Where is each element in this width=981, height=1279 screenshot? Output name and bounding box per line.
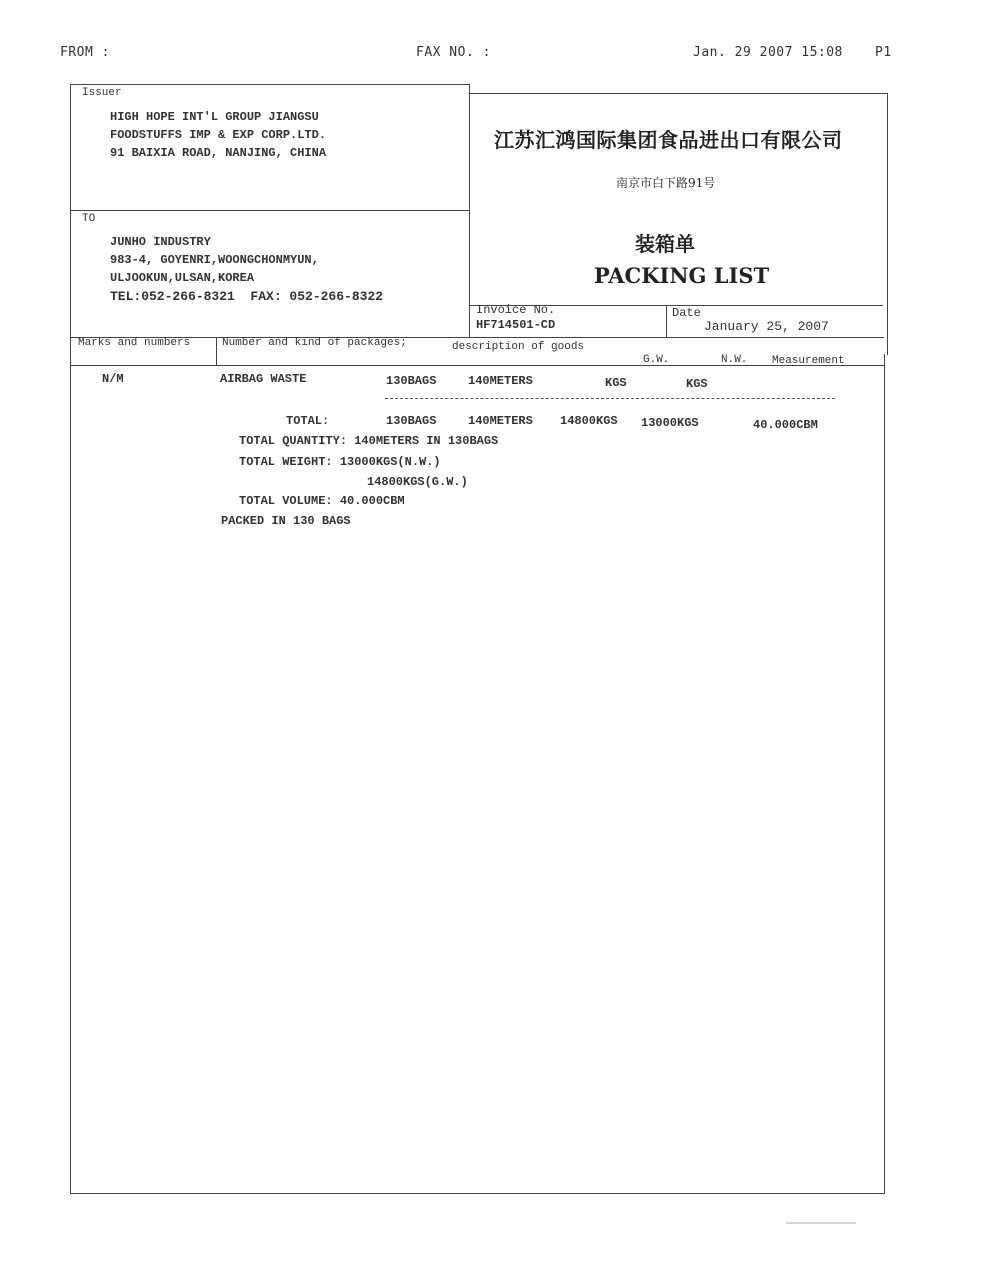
invoice-label: Invoice No. [476,303,556,317]
column-measurement: Measurement [772,355,845,367]
item-nw-unit: KGS [686,377,708,391]
item-marks: N/M [102,372,124,386]
column-packages: Number and kind of packages; [222,337,407,349]
company-name-cn: 江苏汇鸿国际集团食品进出口有限公司 [494,128,843,152]
doc-title-en: PACKING LIST [594,263,770,288]
separator-line [385,398,835,399]
total-nw: 13000KGS [641,416,699,430]
summary-weight: TOTAL WEIGHT: 13000KGS(N.W.) [239,455,441,469]
to-line-4: TEL:052-266-8321 FAX: 052-266-8322 [110,289,384,304]
total-bags: 130BAGS [386,414,437,428]
total-gw: 14800KGS [560,414,618,428]
fax-number: FAX NO. : [416,45,491,60]
doc-title-cn: 装箱单 [635,232,695,256]
issuer-line-3: 91 BAIXIA ROAD, NANJING, CHINA [110,146,327,160]
item-meters: 140METERS [468,374,533,388]
scan-smudge [786,1222,856,1224]
column-marks: Marks and numbers [78,337,191,349]
item-gw-unit: KGS [605,376,627,390]
item-description: AIRBAG WASTE [220,372,307,386]
total-label: TOTAL: [286,414,330,428]
date-label: Date [672,306,701,320]
column-gw: G.W. [643,354,670,366]
to-line-3: ULJOOKUN,ULSAN,KOREA [110,271,255,285]
to-label: TO [82,213,96,225]
to-line-1: JUNHO INDUSTRY [110,235,211,249]
invoice-number: HF714501-CD [476,318,556,332]
column-nw: N.W. [721,354,748,366]
issuer-label: Issuer [82,87,122,99]
company-address-cn: 南京市白下路91号 [616,176,716,190]
to-line-2: 983-4, GOYENRI,WOONGCHONMYUN, [110,253,319,267]
total-volume: 40.000CBM [753,418,818,432]
issuer-line-1: HIGH HOPE INT'L GROUP JIANGSU [110,110,319,124]
fax-datetime: Jan. 29 2007 15:08 [693,45,843,60]
summary-packed: PACKED IN 130 BAGS [221,514,351,528]
fax-page: P1 [875,45,892,60]
column-description: description of goods [452,341,585,353]
total-meters: 140METERS [468,414,533,428]
issuer-line-2: FOODSTUFFS IMP & EXP CORP.LTD. [110,128,327,142]
summary-weight-gw: 14800KGS(G.W.) [367,475,468,489]
summary-quantity: TOTAL QUANTITY: 140METERS IN 130BAGS [239,434,499,448]
summary-volume: TOTAL VOLUME: 40.000CBM [239,494,405,508]
item-bags: 130BAGS [386,374,437,388]
fax-from: FROM : [60,45,110,60]
date-value: January 25, 2007 [704,319,829,334]
